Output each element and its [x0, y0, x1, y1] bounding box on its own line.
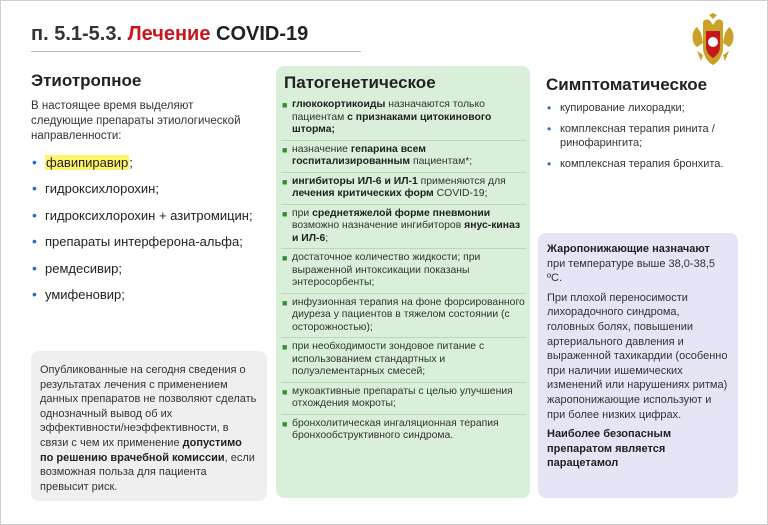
antipyretic-para-3	[547, 427, 730, 471]
item-text-bold: янус-киназ и ИЛ-6	[292, 220, 521, 244]
drug-suffix: ;	[129, 155, 133, 170]
pathogenetic-item	[281, 418, 526, 446]
item-text: применяются для	[417, 175, 506, 187]
paracetamol-note: Наиболее безопасным препаратом является парацетамол	[547, 428, 672, 470]
item-text-bold: с признаками цитокинового шторма;	[292, 111, 492, 135]
item-text-bold: среднетяжелой форме пневмонии	[312, 207, 491, 219]
symptomatic-item	[546, 101, 736, 116]
bullet-icon: •	[32, 285, 37, 302]
item-text: инфузионная терапия на фоне форсированного диуреза у пациентов в тяжелом состоянии (с осторожностью);	[292, 296, 525, 333]
square-bullet-icon: ■	[282, 297, 288, 308]
item-text-bold: ингибиторы ИЛ-6 и ИЛ-1	[292, 175, 418, 187]
symptomatic-list	[546, 101, 736, 177]
item-text: назначаются только пациентам	[292, 99, 485, 123]
page-title	[31, 23, 308, 46]
symptomatic-heading: Симптоматическое	[546, 75, 708, 94]
drug-name: ремдесивир;	[45, 260, 122, 276]
title-underline	[31, 51, 361, 52]
square-bullet-icon: ■	[282, 144, 288, 155]
note-text-2: , если возможная польза для пациента превысит риск.	[40, 451, 255, 493]
symptomatic-item-text: купирование лихорадки;	[560, 102, 685, 114]
drug-item	[31, 208, 271, 223]
item-text: пациентам*;	[410, 156, 473, 167]
drug-item	[31, 287, 271, 302]
item-text: ;	[325, 232, 329, 244]
pathogenetic-heading: Патогенетическое	[284, 73, 436, 92]
note-text-1: Опубликованные на сегодня сведения о результатах лечения с применением данных препаратов не позволяют сделать однозначный вывод об их эффективности/неэффективности, в связи с чем их применение	[40, 364, 257, 449]
drug-item	[31, 181, 271, 196]
symptomatic-item	[546, 157, 736, 172]
etiotropic-note-box	[31, 351, 267, 501]
etiotropic-drug-list	[31, 155, 271, 313]
symptomatic-item-text: комплексная терапия бронхита.	[560, 157, 724, 170]
square-bullet-icon: ■	[282, 253, 288, 263]
drug-item	[31, 261, 271, 276]
pathogenetic-item	[281, 208, 526, 250]
title-number: п. 5.1-5.3.	[31, 23, 123, 45]
item-text: COVID-19;	[433, 188, 488, 199]
title-covid: COVID-19	[216, 23, 309, 45]
square-bullet-icon: ■	[282, 176, 288, 187]
bullet-icon: •	[32, 206, 37, 223]
pathogenetic-item	[281, 297, 526, 339]
pathogenetic-item	[281, 252, 526, 294]
russian-coat-of-arms-icon	[689, 13, 737, 69]
square-bullet-icon: ■	[282, 418, 288, 429]
drug-name: гидроксихлорохин + азитромицин;	[45, 207, 253, 223]
etiotropic-heading: Этиотропное	[31, 71, 142, 90]
pathogenetic-item	[281, 341, 526, 383]
square-bullet-icon: ■	[282, 208, 288, 219]
item-text-bold: глюкокортикоиды	[292, 99, 386, 110]
antipyretic-para-2: При плохой переносимости лихорадочного синдрома, головных болях, повышении артериального давления и выраженной тахикардии (особенно при наличии ишемических изменений или нарушениях ритма) жаропонижающие используют и при более низких цифрах.	[547, 291, 728, 421]
item-text: при необходимости зондовое питание с использованием стандартных и полуэлементарных смесей;	[292, 341, 485, 377]
item-text: при	[292, 207, 313, 219]
drug-item	[31, 234, 271, 249]
title-treatment: Лечение	[127, 23, 211, 45]
bullet-icon: •	[32, 259, 37, 276]
item-text: достаточное количество жидкости; при выраженной интоксикации показаны энтеросорбенты;	[292, 252, 481, 288]
drug-name: гидроксихлорохин;	[45, 181, 159, 197]
square-bullet-icon: ■	[282, 100, 288, 110]
bullet-icon: •	[547, 101, 552, 115]
item-text: мукоактивные препараты с целью улучшения отхождения мокроты;	[292, 385, 513, 409]
bullet-icon: •	[32, 180, 37, 197]
symptomatic-item	[546, 122, 736, 151]
antipyretic-box	[538, 233, 738, 498]
pathogenetic-item	[281, 99, 526, 141]
bullet-icon: •	[32, 154, 37, 170]
note-text-bold: допустимо по решению врачебной комиссии	[40, 436, 242, 464]
antipyretic-para-1-bold: Жаропонижающие назначают	[547, 243, 710, 255]
bullet-icon: •	[547, 156, 552, 171]
pathogenetic-item	[281, 176, 526, 205]
pathogenetic-list	[281, 99, 526, 449]
bullet-icon: •	[32, 233, 37, 250]
pathogenetic-panel	[276, 66, 530, 498]
drug-name-highlighted: фавипиравир	[46, 155, 129, 170]
square-bullet-icon: ■	[282, 342, 288, 352]
bullet-icon: •	[547, 121, 552, 136]
square-bullet-icon: ■	[282, 386, 288, 397]
item-text-bold: гепарина всем госпитализированным	[292, 143, 426, 167]
item-text: возможно назначение ингибиторов	[292, 220, 465, 231]
etiotropic-intro: В настоящее время выделяют следующие препараты этиологической направленности:	[31, 100, 241, 142]
pathogenetic-item	[281, 144, 526, 173]
antipyretic-para-1	[547, 242, 730, 286]
item-text-bold: лечения критических форм	[292, 188, 434, 199]
drug-name: препараты интерферона-альфа;	[45, 234, 243, 250]
antipyretic-para-1-rest: при температуре выше 38,0-38,5 ºС.	[547, 257, 715, 285]
pathogenetic-item	[281, 386, 526, 415]
item-text: бронхолитическая ингаляционная терапия бронхообструктивного синдрома.	[292, 417, 499, 441]
drug-name: умифеновир;	[45, 286, 125, 302]
item-text: назначение	[292, 143, 351, 155]
drug-item	[31, 155, 271, 170]
symptomatic-item-text: комплексная терапия ринита / ринофарингита;	[560, 122, 715, 149]
